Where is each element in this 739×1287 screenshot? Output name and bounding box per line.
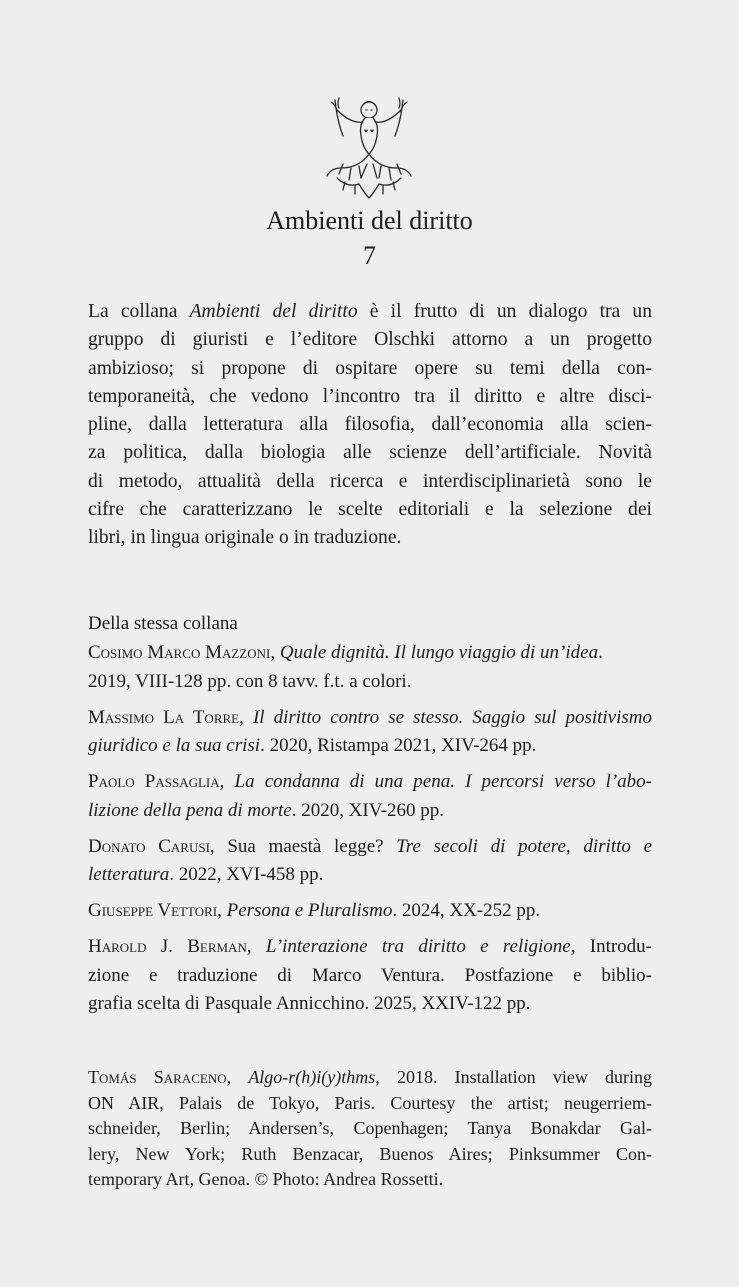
- book-line: [88, 768, 652, 797]
- book-details: .: [598, 642, 603, 663]
- book-author: Giuseppe Vettori: [88, 900, 218, 921]
- book-details: 2019, VIII-128 pp. con 8 tavv. f.t. a colori.: [88, 670, 412, 692]
- credit-separator: ,: [226, 1067, 249, 1087]
- list-heading: Della stessa collana: [88, 613, 238, 634]
- book-title: Persona e Pluralismo: [226, 900, 393, 921]
- series-number: 7: [363, 241, 376, 270]
- credit-text: , 2018. Installation view during: [375, 1067, 653, 1087]
- book-line: [88, 833, 652, 862]
- book-separator: ,: [239, 706, 253, 728]
- book-line: [88, 639, 652, 668]
- book-details: . 2022, XVI-458 pp.: [169, 864, 324, 885]
- intro-line: libri, in lingua originale o in traduzione.: [88, 527, 402, 549]
- book-separator: ,: [219, 771, 235, 792]
- credit-line: [88, 1065, 652, 1091]
- book-line: [88, 933, 652, 962]
- credit-line: schneider, Berlin; Andersen’s, Copenhagen; Tanya Bonakdar Gal-: [88, 1118, 652, 1138]
- cover-image-credit: [88, 1065, 652, 1193]
- book-entry: [88, 704, 652, 761]
- book-list: [88, 639, 652, 1026]
- book-line: [88, 797, 652, 826]
- book-entry: [88, 768, 652, 825]
- book-entry: [88, 897, 652, 926]
- book-separator: ,: [217, 900, 227, 921]
- intro-text: è il frutto di un dialogo tra un: [357, 301, 653, 322]
- intro-line: gruppo di giuristi e l’editore Olschki attorno a un progetto: [88, 329, 652, 351]
- intro-line: temporaneità, che vedono l’incontro tra il diritto e altre disci-: [88, 385, 652, 407]
- book-line: [88, 704, 652, 733]
- book-title: Tre secoli di potere, diritto e: [396, 835, 653, 857]
- book-separator: , Sua maestà legge?: [209, 835, 397, 857]
- intro-line: [88, 298, 652, 326]
- book-details: zione e traduzione di Marco Ventura. Postfazione e biblio-: [88, 964, 652, 986]
- intro-line: cifre che caratterizzano le scelte editoriali e la selezione dei: [88, 499, 652, 521]
- book-title: letteratura: [88, 864, 170, 885]
- intro-text: La collana: [88, 301, 190, 322]
- book-details: grafia scelta di Pasquale Annicchino. 2025, XXIV-122 pp.: [88, 993, 531, 1014]
- book-entry: [88, 639, 652, 696]
- intro-line: di metodo, attualità della ricerca e interdisciplinarietà sono le: [88, 470, 652, 492]
- book-details: . 2020, XIV-260 pp.: [291, 799, 445, 821]
- book-title: lizione della pena di morte: [88, 799, 292, 821]
- credit-line: lery, New York; Ruth Benzacar, Buenos Aires; Pinksummer Con-: [88, 1143, 652, 1164]
- book-details: . 2020, Ristampa 2021, XIV-264 pp.: [260, 735, 537, 756]
- book-title: L’interazione tra diritto e religione,: [265, 936, 576, 957]
- book-title: Quale dignità. Il lungo viaggio di un’idea: [279, 642, 599, 663]
- book-details: Introdu-: [575, 936, 653, 957]
- book-author: Cosimo Marco Mazzoni: [88, 642, 271, 663]
- book-author: Massimo La Torre: [88, 706, 240, 728]
- credit-artist: Tomás Saraceno: [88, 1067, 227, 1087]
- intro-line: za politica, dalla biologia alle scienze dell’artificiale. Novità: [88, 442, 652, 464]
- book-author: Paolo Passaglia: [88, 771, 220, 792]
- book-entry: [88, 933, 652, 1019]
- book-author: Donato Carusi: [88, 835, 210, 857]
- book-separator: ,: [246, 936, 266, 957]
- book-separator: ,: [270, 642, 280, 663]
- book-line: [88, 897, 652, 926]
- series-description: [88, 298, 652, 553]
- credit-work: Algo-r(h)i(y)thms: [248, 1067, 376, 1087]
- book-author: Harold J. Berman: [88, 936, 247, 957]
- credit-line: ON AIR, Palais de Tokyo, Paris. Courtesy the artist; neugerriem-: [88, 1092, 652, 1113]
- book-entry: [88, 833, 652, 890]
- siren-emblem-icon: [323, 94, 415, 202]
- book-details: . 2024, XX-252 pp.: [392, 900, 541, 921]
- book-line: [88, 732, 652, 761]
- intro-line: ambizioso; si propone di ospitare opere su temi della con-: [88, 357, 652, 379]
- book-title: Il diritto contro se stesso. Saggio sul positivismo: [252, 706, 653, 728]
- book-title: La condanna di una pena. I percorsi verso l’abo-: [234, 771, 653, 792]
- book-line: [88, 861, 652, 890]
- intro-line: pline, dalla letteratura alla filosofia, dall’economia alla scien-: [88, 414, 652, 436]
- credit-line: temporary Art, Genoa. © Photo: Andrea Rossetti.: [88, 1169, 444, 1189]
- book-title: giuridico e la sua crisi: [88, 735, 261, 756]
- series-title-italic: Ambienti del diritto: [189, 301, 358, 322]
- series-title: Ambienti del diritto: [266, 206, 473, 235]
